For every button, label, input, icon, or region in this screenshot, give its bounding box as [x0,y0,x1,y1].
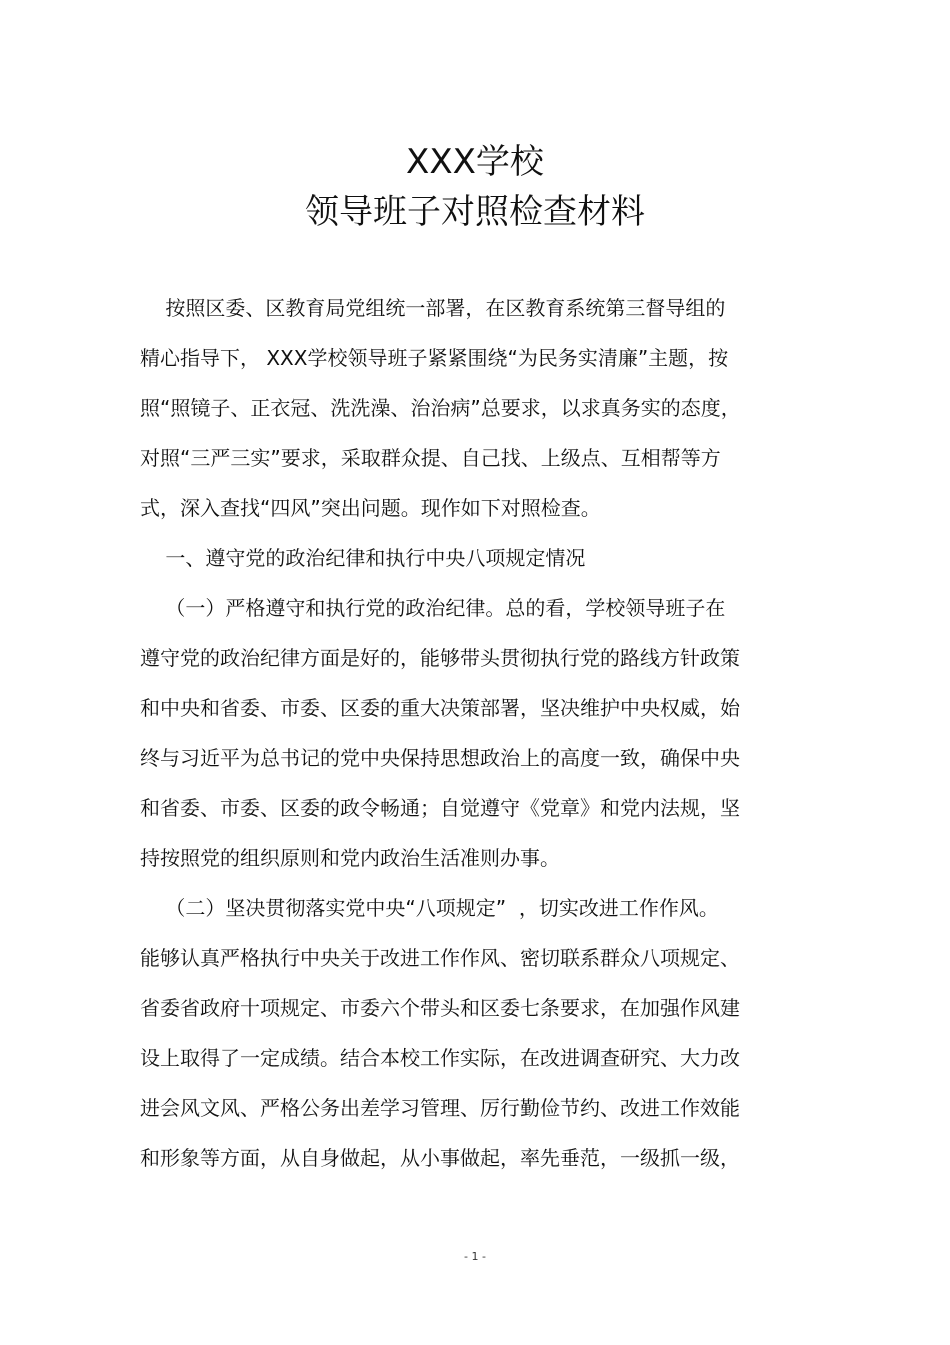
body-line: 遵守党的政治纪律方面是好的，能够带头贯彻执行党的路线方针政策 [140,646,740,670]
body-line: （一）严格遵守和执行党的政治纪律。总的看，学校领导班子在 [140,596,726,620]
body-line: 能够认真严格执行中央关于改进工作作风、密切联系群众八项规定、 [140,946,740,970]
body-line: 持按照党的组织原则和党内政治生活准则办事。 [140,846,560,870]
document-title-school: XXX学校 [406,142,544,182]
body-line: （二）坚决贯彻落实党中央“八项规定” ，切实改进工作作风。 [140,896,719,920]
body-line: 照“照镜子、正衣冠、洗洗澡、治治病”总要求，以求真务实的态度， [140,396,741,420]
body-line: 式，深入查找“四风”突出问题。现作如下对照检查。 [140,496,601,520]
body-line: 设上取得了一定成绩。结合本校工作实际，在改进调查研究、大力改 [140,1046,740,1070]
page-number: - 1 - [464,1250,486,1263]
body-line: 精心指导下， XXX学校领导班子紧紧围绕“为民务实清廉”主题，按 [140,346,729,370]
section-heading: 一、遵守党的政治纪律和执行中央八项规定情况 [140,546,586,570]
body-line: 和中央和省委、市委、区委的重大决策部署，坚决维护中央权威，始 [140,696,740,720]
body-line: 按照区委、区教育局党组统一部署，在区教育系统第三督导组的 [140,296,726,320]
body-line: 进会风文风、严格公务出差学习管理、厉行勤俭节约、改进工作效能 [140,1096,740,1120]
document-title-main: 领导班子对照检查材料 [305,192,645,232]
body-line: 和形象等方面，从自身做起，从小事做起，率先垂范，一级抓一级， [140,1146,740,1170]
body-line: 省委省政府十项规定、市委六个带头和区委七条要求，在加强作风建 [140,996,740,1020]
body-line: 和省委、市委、区委的政令畅通；自觉遵守《党章》和党内法规，坚 [140,796,740,820]
body-line: 对照“三严三实”要求，采取群众提、自己找、上级点、互相帮等方 [140,446,721,470]
body-line: 终与习近平为总书记的党中央保持思想政治上的高度一致，确保中央 [140,746,740,770]
